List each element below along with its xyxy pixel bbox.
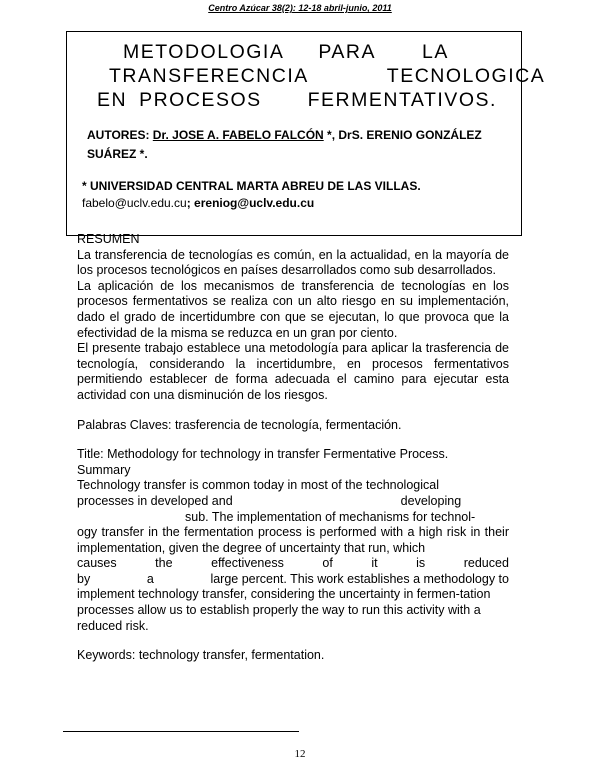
summary-word: a: [146, 571, 154, 586]
summary-line: sub. The implementation of mechanisms for technol-: [185, 509, 476, 524]
title-line-2: [109, 65, 545, 87]
footnote-rule: [63, 731, 299, 732]
summary-word: by: [77, 571, 91, 586]
title-word: METODOLOGIA: [123, 41, 285, 63]
institution: * UNIVERSIDAD CENTRAL MARTA ABREU DE LAS VILLAS.: [82, 179, 421, 193]
summary-word: of: [322, 556, 333, 571]
resumen-heading: RESUMEN: [77, 232, 140, 246]
title-word: EN: [97, 89, 128, 111]
summary-word: the: [155, 556, 173, 571]
email-1[interactable]: fabelo@uclv.edu.cu: [82, 196, 187, 210]
resumen-paragraph-1: La transferencia de tecnologías es común, en la actualidad, en la mayoría de los procesos tecnológicos en países desarrollados como sub desarrollados.: [77, 247, 509, 278]
english-title: Title: Methodology for technology in transfer Fermentative Process.: [77, 447, 449, 462]
resumen-paragraph-2: La aplicación de los mecanismos de transferencia de tecnologías en los procesos fermentativos se realiza con un alto riesgo en su implementación, dado el grado de incertidumbre con que se ejecutan, lo que provoca que la efectividad de la misma se reduzca en un gran por ciento.: [77, 278, 509, 340]
email-2[interactable]: ereniog@uclv.edu.cu: [194, 196, 315, 210]
summary-word: it: [371, 556, 378, 571]
email-separator: ;: [186, 196, 195, 210]
title-word: PARA: [318, 41, 376, 63]
title-word: LA: [422, 41, 449, 63]
summary-fragment: processes in developed and: [77, 493, 233, 508]
affiliation: [82, 178, 502, 212]
title-line-3: [97, 89, 497, 111]
summary-spread-line: [77, 572, 509, 588]
summary-paragraph: implement technology transfer, considering the uncertainty in fermen-tation processes allow us to establish properly the way to run this activity with a reduced risk.: [77, 587, 491, 633]
summary-word: reduced: [463, 556, 509, 571]
summary-heading: Summary: [77, 462, 131, 477]
summary-line: [77, 494, 509, 510]
summary-paragraph: ogy transfer in the fermentation process is performed with a high risk in their implementation, given the degree of uncertainty that run, which: [77, 525, 509, 555]
summary-word: large percent. This work establishes a methodology to: [210, 571, 509, 586]
author-1: Dr. JOSE A. FABELO FALCÓN: [152, 128, 324, 142]
author-separator: *,: [323, 128, 339, 142]
title-word: TRANSFERECNCIA: [109, 65, 309, 87]
summary-word: causes: [77, 556, 117, 571]
title-word: TECNOLOGICA: [386, 65, 546, 87]
article-body: [77, 232, 509, 664]
summary-word: effectiveness: [211, 556, 284, 571]
palabras-claves: Palabras Claves: trasferencia de tecnología, fermentación.: [77, 417, 402, 432]
resumen-paragraph-3: El presente trabajo establece una metodología para aplicar la trasferencia de tecnología, considerando la incertidumbre, en procesos fermentativos permitiendo establecer de forma adecuada el camino para ejecutar esta actividad con una disminución de los riesgos.: [77, 341, 509, 402]
authors: [87, 126, 507, 164]
summary-line: Technology transfer is common today in most of the technological: [77, 478, 439, 493]
title-line-1: [123, 41, 449, 63]
keywords: Keywords: technology transfer, fermentation.: [77, 648, 325, 663]
author-2: DrS. ERENIO GONZÁLEZ SUÁREZ *.: [87, 128, 482, 161]
summary-word: is: [416, 556, 426, 571]
running-header: Centro Azúcar 38(2): 12-18 abril-junio, 2011: [208, 3, 392, 13]
title-word: FERMENTATIVOS.: [307, 89, 497, 111]
summary-spread-line: [77, 556, 509, 572]
authors-label: AUTORES:: [87, 128, 150, 142]
page-number: 12: [294, 748, 306, 760]
summary-fragment: developing: [400, 493, 462, 508]
title-word: PROCESOS: [139, 89, 262, 111]
